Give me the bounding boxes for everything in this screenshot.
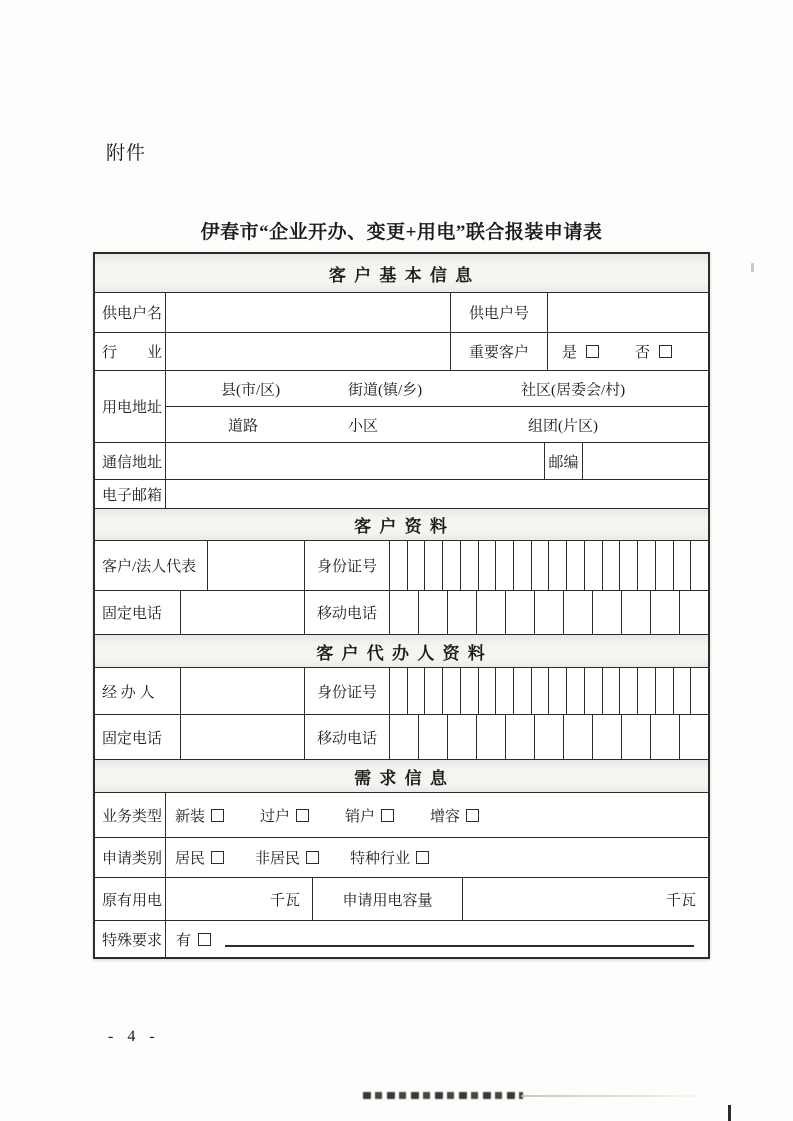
requested-capacity-input-cell[interactable] bbox=[462, 878, 708, 920]
has-special-checkbox[interactable] bbox=[198, 933, 211, 946]
digit-cell[interactable] bbox=[513, 668, 531, 714]
digit-cell[interactable] bbox=[495, 541, 513, 590]
cluster-label: 组团(片区) bbox=[528, 418, 598, 434]
option-resident bbox=[175, 847, 224, 868]
digit-cell[interactable] bbox=[390, 591, 418, 634]
digit-cell[interactable] bbox=[418, 591, 447, 634]
agent-landline-label: 固定电话 bbox=[102, 730, 163, 747]
electric-address-input-area[interactable] bbox=[165, 371, 708, 442]
special-requirements-content bbox=[165, 921, 708, 957]
form-title: 伊春市“企业开办、变更+用电”联合报装申请表 bbox=[200, 222, 603, 243]
customer-mobile-digit-grid bbox=[389, 591, 708, 634]
agent-landline-input-cell[interactable] bbox=[180, 715, 304, 759]
digit-cell[interactable] bbox=[407, 668, 425, 714]
industry-input-cell[interactable] bbox=[165, 333, 450, 370]
scan-speck-artifact bbox=[751, 263, 754, 272]
digit-cell[interactable] bbox=[563, 715, 592, 759]
section-header-basic-info: 客 户 基 本 信 息 bbox=[95, 254, 708, 292]
requested-kw-unit: 千瓦 bbox=[665, 892, 696, 909]
digit-cell[interactable] bbox=[534, 715, 563, 759]
digit-cell[interactable] bbox=[442, 541, 460, 590]
new-install-label: 新装 bbox=[175, 808, 206, 825]
digit-cell[interactable] bbox=[619, 668, 637, 714]
supply-no-input-cell[interactable] bbox=[547, 293, 708, 332]
email-input-cell[interactable] bbox=[165, 480, 708, 508]
requested-capacity-label: 申请用电容量 bbox=[312, 878, 462, 920]
digit-cell[interactable] bbox=[460, 541, 478, 590]
supply-name-label: 供电户名 bbox=[102, 306, 163, 322]
digit-cell[interactable] bbox=[418, 715, 447, 759]
customer-id-label: 身份证号 bbox=[304, 541, 389, 590]
table-row-customer-phones bbox=[95, 590, 708, 634]
digit-cell[interactable] bbox=[505, 715, 534, 759]
community-label: 社区(居委会/村) bbox=[521, 382, 626, 398]
section-header-customer-info: 客 户 资 料 bbox=[95, 508, 708, 540]
digit-cell[interactable] bbox=[447, 591, 476, 634]
new-install-checkbox[interactable] bbox=[211, 809, 224, 822]
special-requirements-label: 特殊要求 bbox=[102, 932, 163, 949]
digit-cell[interactable] bbox=[621, 715, 650, 759]
digit-cell[interactable] bbox=[390, 541, 407, 590]
digit-cell[interactable] bbox=[442, 668, 460, 714]
option-cancel bbox=[345, 805, 394, 826]
transfer-label: 过户 bbox=[260, 808, 291, 825]
email-label: 电子邮箱 bbox=[102, 487, 163, 504]
option-special-industry bbox=[350, 847, 429, 868]
cancel-account-checkbox[interactable] bbox=[381, 809, 394, 822]
agent-id-digit-grid bbox=[389, 668, 708, 714]
agent-mobile-label: 移动电话 bbox=[304, 715, 389, 759]
non-resident-checkbox[interactable] bbox=[306, 851, 319, 864]
digit-cell[interactable] bbox=[531, 541, 549, 590]
digit-cell[interactable] bbox=[566, 541, 584, 590]
apply-category-label: 申请类别 bbox=[102, 851, 163, 867]
digit-cell[interactable] bbox=[548, 541, 566, 590]
cancel-account-label: 销户 bbox=[345, 808, 376, 825]
attachment-label: 附件 bbox=[106, 143, 147, 164]
table-row-supply-name bbox=[95, 292, 708, 332]
digit-cell[interactable] bbox=[513, 541, 531, 590]
digit-cell[interactable] bbox=[655, 668, 673, 714]
table-row-agent-name bbox=[95, 667, 708, 714]
digit-cell[interactable] bbox=[390, 668, 407, 714]
agent-name-label: 经 办 人 bbox=[102, 684, 155, 701]
digit-cell[interactable] bbox=[584, 668, 602, 714]
digit-cell[interactable] bbox=[619, 541, 637, 590]
digit-cell[interactable] bbox=[650, 715, 679, 759]
digit-cell[interactable] bbox=[673, 668, 691, 714]
existing-power-input-cell[interactable] bbox=[165, 878, 312, 920]
address-subrow-1 bbox=[166, 371, 708, 406]
capacity-increase-label: 增容 bbox=[430, 808, 461, 825]
non-resident-label: 非居民 bbox=[255, 851, 301, 867]
digit-cell[interactable] bbox=[679, 591, 708, 634]
digit-cell[interactable] bbox=[424, 668, 442, 714]
table-row-special-requirements bbox=[95, 920, 708, 957]
table-row-mailing-address bbox=[95, 442, 708, 479]
bottom-edge-tick-artifact bbox=[728, 1105, 731, 1121]
transfer-checkbox[interactable] bbox=[296, 809, 309, 822]
digit-cell[interactable] bbox=[495, 668, 513, 714]
supply-name-input-cell[interactable] bbox=[165, 293, 450, 332]
digit-cell[interactable] bbox=[602, 541, 620, 590]
digit-cell[interactable] bbox=[478, 668, 496, 714]
digit-cell[interactable] bbox=[637, 668, 655, 714]
agent-id-label: 身份证号 bbox=[304, 668, 389, 714]
digit-cell[interactable] bbox=[531, 668, 549, 714]
digit-cell[interactable] bbox=[424, 541, 442, 590]
road-label: 道路 bbox=[228, 418, 259, 434]
table-row-business-type bbox=[95, 792, 708, 837]
capacity-increase-checkbox[interactable] bbox=[466, 809, 479, 822]
industry-label: 行 业 bbox=[102, 345, 163, 361]
customer-id-digit-grid bbox=[389, 541, 708, 590]
existing-power-label: 原有用电 bbox=[102, 892, 163, 909]
special-requirements-write-in-line[interactable] bbox=[225, 945, 694, 947]
mailing-address-input-cell[interactable] bbox=[165, 443, 544, 479]
page-number: - 4 - bbox=[108, 1028, 160, 1045]
has-label: 有 bbox=[176, 932, 192, 949]
electric-address-label: 用电地址 bbox=[102, 400, 163, 416]
table-row-industry bbox=[95, 332, 708, 370]
digit-cell[interactable] bbox=[505, 591, 534, 634]
digit-cell[interactable] bbox=[592, 715, 621, 759]
digit-cell[interactable] bbox=[592, 591, 621, 634]
vip-label: 重要客户 bbox=[450, 333, 547, 370]
digit-cell[interactable] bbox=[655, 541, 673, 590]
supply-no-label: 供电户号 bbox=[450, 293, 547, 332]
customer-rep-input-cell[interactable] bbox=[207, 541, 304, 590]
digit-cell[interactable] bbox=[478, 541, 496, 590]
street-label: 街道(镇/乡) bbox=[348, 382, 423, 398]
section-header-agent-info: 客 户 代 办 人 资 料 bbox=[95, 634, 708, 667]
digit-cell[interactable] bbox=[637, 541, 655, 590]
apply-category-options bbox=[165, 838, 708, 877]
digit-cell[interactable] bbox=[476, 715, 505, 759]
digit-cell[interactable] bbox=[460, 668, 478, 714]
digit-cell[interactable] bbox=[602, 668, 620, 714]
digit-cell[interactable] bbox=[407, 541, 425, 590]
digit-cell[interactable] bbox=[548, 668, 566, 714]
digit-cell[interactable] bbox=[621, 591, 650, 634]
digit-cell[interactable] bbox=[534, 591, 563, 634]
digit-cell[interactable] bbox=[447, 715, 476, 759]
special-industry-checkbox[interactable] bbox=[416, 851, 429, 864]
table-row-customer-rep bbox=[95, 540, 708, 590]
table-row-electric-address bbox=[95, 370, 708, 442]
customer-mobile-label: 移动电话 bbox=[304, 591, 389, 634]
digit-cell[interactable] bbox=[679, 715, 708, 759]
digit-cell[interactable] bbox=[690, 668, 708, 714]
table-row-agent-phones bbox=[95, 714, 708, 759]
vip-no-label: 否 bbox=[635, 345, 651, 361]
existing-kw-unit: 千瓦 bbox=[269, 892, 300, 909]
customer-landline-input-cell[interactable] bbox=[180, 591, 304, 634]
digit-cell[interactable] bbox=[690, 541, 708, 590]
digit-cell[interactable] bbox=[563, 591, 592, 634]
resident-label: 居民 bbox=[175, 851, 206, 867]
digit-cell[interactable] bbox=[476, 591, 505, 634]
digit-cell[interactable] bbox=[390, 715, 418, 759]
option-new-install bbox=[175, 805, 224, 826]
business-type-options bbox=[165, 793, 708, 837]
mailing-address-label: 通信地址 bbox=[102, 454, 163, 471]
table-row-email bbox=[95, 479, 708, 508]
county-label: 县(市/区) bbox=[221, 382, 281, 398]
zip-input-cell[interactable] bbox=[582, 443, 708, 479]
bottom-edge-clipped-text-artifact bbox=[363, 1092, 523, 1099]
option-capacity-increase bbox=[430, 805, 479, 826]
digit-cell[interactable] bbox=[650, 591, 679, 634]
digit-cell[interactable] bbox=[566, 668, 584, 714]
table-row-existing-power bbox=[95, 877, 708, 920]
vip-yes-label: 是 bbox=[562, 345, 578, 361]
customer-landline-label: 固定电话 bbox=[102, 606, 163, 622]
vip-no-checkbox[interactable] bbox=[659, 345, 672, 358]
option-transfer bbox=[260, 805, 309, 826]
option-non-resident bbox=[255, 847, 319, 868]
digit-cell[interactable] bbox=[584, 541, 602, 590]
agent-name-input-cell[interactable] bbox=[180, 668, 304, 714]
address-subrow-2 bbox=[166, 406, 708, 442]
section-header-demand-info: 需 求 信 息 bbox=[95, 759, 708, 792]
agent-mobile-digit-grid bbox=[389, 715, 708, 759]
application-form-table bbox=[93, 252, 710, 959]
vip-choice-cell bbox=[547, 333, 708, 370]
zip-label: 邮编 bbox=[544, 443, 582, 479]
business-type-label: 业务类型 bbox=[102, 808, 163, 825]
bottom-edge-shadow-line bbox=[521, 1095, 706, 1097]
resident-checkbox[interactable] bbox=[211, 851, 224, 864]
vip-yes-checkbox[interactable] bbox=[586, 345, 599, 358]
special-industry-label: 特种行业 bbox=[350, 851, 411, 867]
table-row-apply-category bbox=[95, 837, 708, 877]
digit-cell[interactable] bbox=[673, 541, 691, 590]
block-label: 小区 bbox=[348, 418, 379, 434]
customer-rep-label: 客户/法人代表 bbox=[102, 559, 197, 575]
